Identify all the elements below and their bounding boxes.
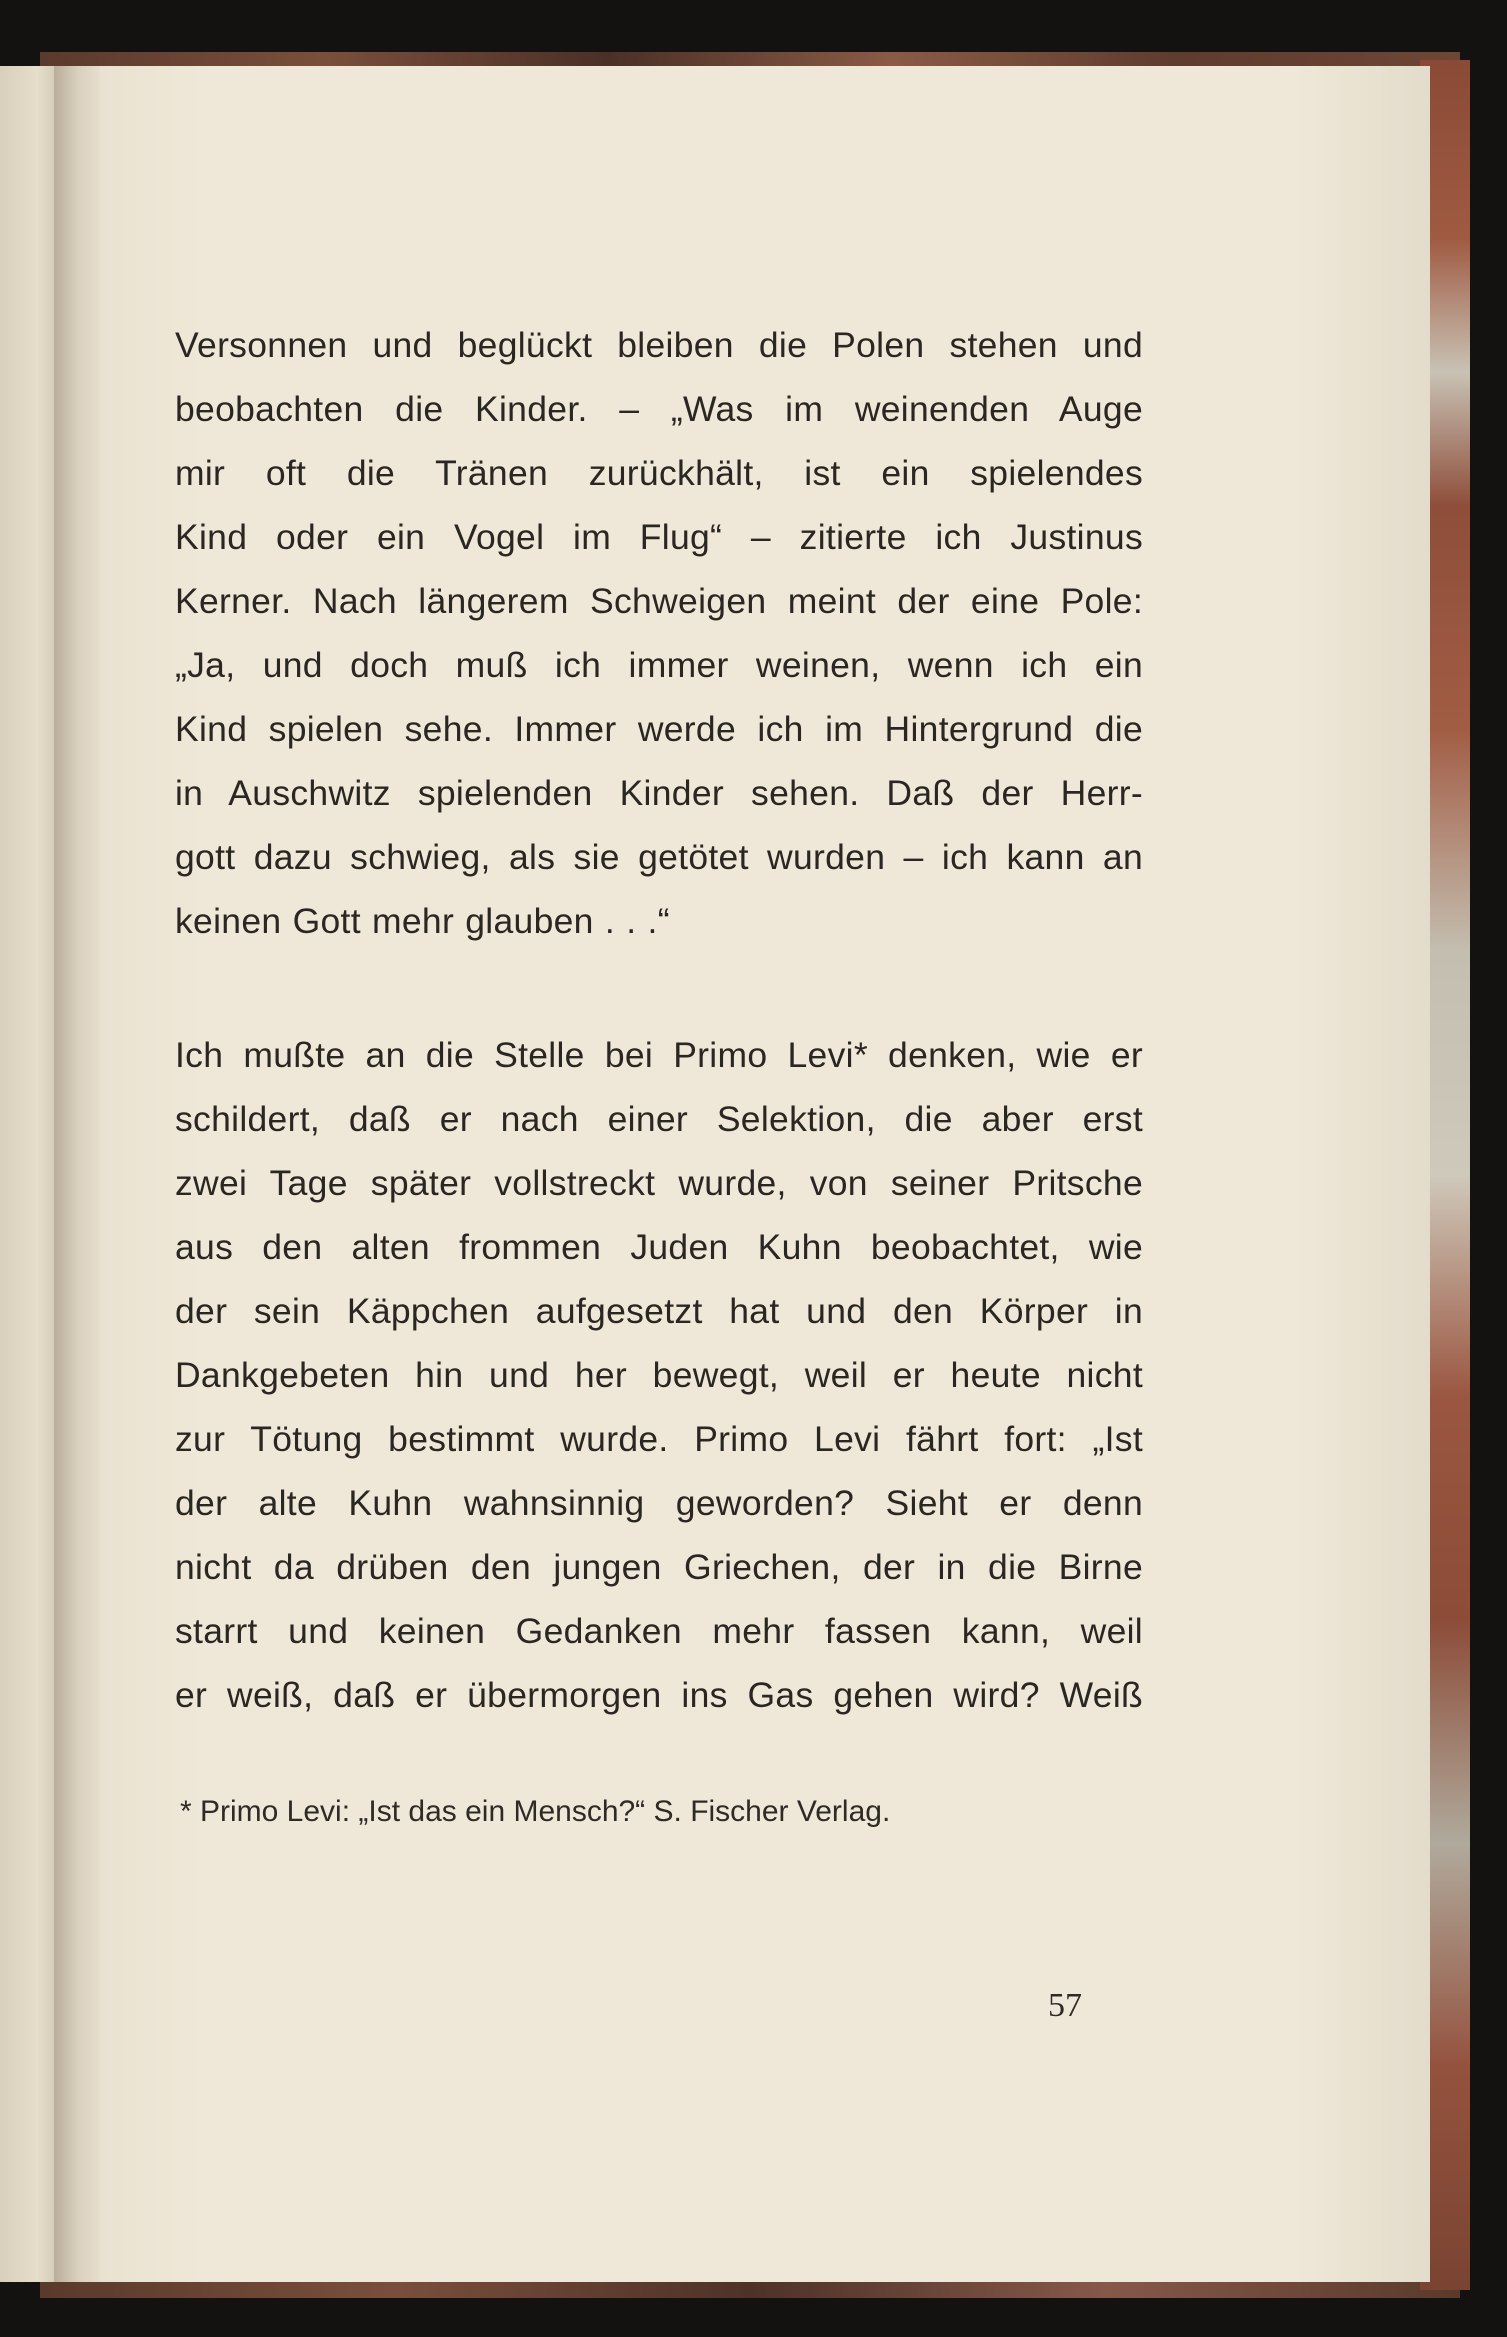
text-line: nicht da drüben den jungen Griechen, der in die Birne [175,1547,1143,1587]
left-page-edge [0,66,62,2282]
text-line: Dankgebeten hin und her bewegt, weil er heute nicht [175,1355,1143,1395]
text-line: aus den alten frommen Juden Kuhn beobachtet, wie [175,1227,1143,1267]
text-line: der alte Kuhn wahnsinnig geworden? Sieht er denn [175,1483,1143,1523]
text-line: schildert, daß er nach einer Selektion, die aber erst [175,1099,1143,1139]
text-line: Kerner. Nach längerem Schweigen meint der eine Pole: [175,581,1143,621]
text-line: zwei Tage später vollstreckt wurde, von seiner Pritsche [175,1163,1143,1203]
text-line: mir oft die Tränen zurückhält, ist ein spielendes [175,453,1143,493]
text-line: Kind spielen sehe. Immer werde ich im Hintergrund die [175,709,1143,749]
paragraph-1 [175,313,1143,953]
text-line: „Ja, und doch muß ich immer weinen, wenn ich ein [175,645,1143,685]
footnote: * Primo Levi: „Ist das ein Mensch?“ S. Fischer Verlag. [180,1795,891,1828]
text-line: Ich mußte an die Stelle bei Primo Levi* denken, wie er [175,1035,1143,1075]
text-line: beobachten die Kinder. – „Was im weinenden Auge [175,389,1143,429]
text-line: zur Tötung bestimmt wurde. Primo Levi fährt fort: „Ist [175,1419,1143,1459]
text-line: der sein Käppchen aufgesetzt hat und den Körper in [175,1291,1143,1331]
text-line: er weiß, daß er übermorgen ins Gas gehen wird? Weiß [175,1675,1143,1715]
text-line: Versonnen und beglückt bleiben die Polen stehen und [175,325,1143,365]
text-line: starrt und keinen Gedanken mehr fassen kann, weil [175,1611,1143,1651]
page-number: 57 [1048,1987,1082,2024]
paragraph-2 [175,1023,1143,1727]
text-line: keinen Gott mehr glauben . . .“ [175,901,670,941]
text-line: Kind oder ein Vogel im Flug“ – zitierte ich Justinus [175,517,1143,557]
text-line: gott dazu schwieg, als sie getötet wurden – ich kann an [175,837,1143,877]
text-line: in Auschwitz spielenden Kinder sehen. Daß der Herr- [175,773,1143,813]
